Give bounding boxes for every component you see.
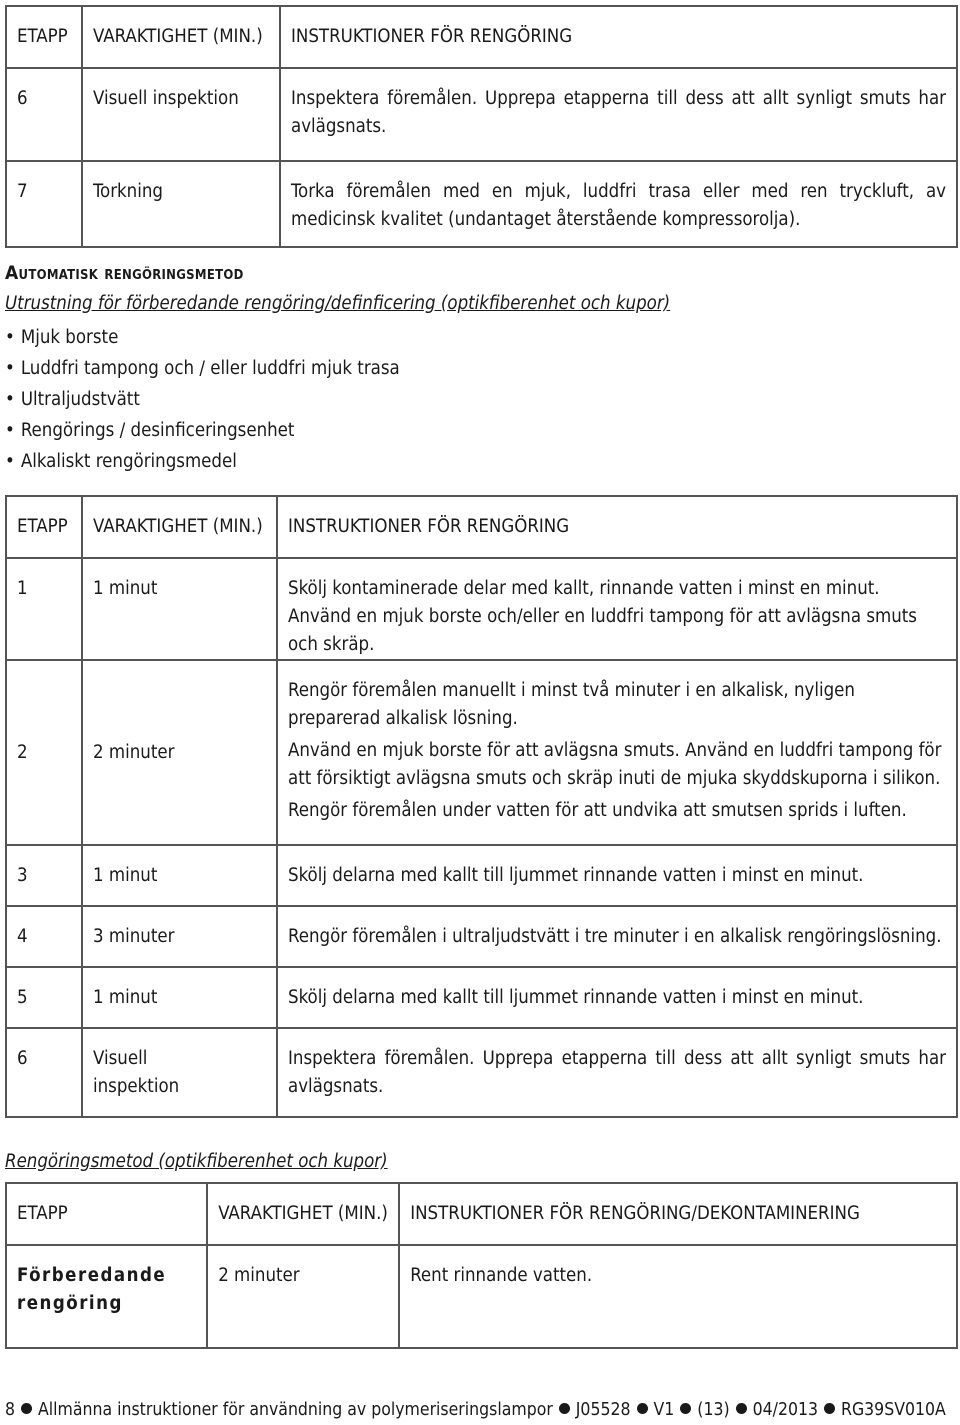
- table-row: [6, 68, 957, 161]
- section-title: Automatisk rengöringsmetod: [5, 262, 244, 284]
- step-cell: 5: [6, 967, 82, 1028]
- document-title: Allmänna instruktioner för användning av polymeriseringslampor: [38, 1400, 553, 1420]
- page-footer: [5, 1400, 946, 1420]
- bullet-dot-icon: [680, 1403, 691, 1414]
- header-duration: VARAKTIGHET (MIN.): [82, 496, 277, 558]
- header-instructions: INSTRUKTIONER FÖR RENGÖRING: [277, 496, 957, 558]
- instruction-cell: Torka föremålen med en mjuk, luddfri trasa eller med ren tryckluft, av medicinsk kvalitet (undantaget återstående kompressorolja).: [280, 161, 957, 247]
- header-duration: VARAKTIGHET (MIN.): [207, 1183, 399, 1245]
- step-cell: 1: [6, 558, 82, 660]
- equipment-subtitle: Utrustning för förberedande rengöring/definficering (optikfiberenhet och kupor): [5, 293, 671, 314]
- instruction-cell: Skölj delarna med kallt till ljummet rinnande vatten i minst en minut.: [277, 845, 957, 906]
- table-row: [6, 558, 957, 660]
- duration-cell: Torkning: [82, 161, 280, 247]
- table-row: [6, 1245, 957, 1348]
- page-number: 8: [5, 1400, 16, 1420]
- bullet-dot-icon: [559, 1403, 570, 1414]
- document-ref: RG39SV010A: [841, 1400, 946, 1420]
- list-item: • Ultraljudstvätt: [5, 384, 400, 415]
- table-header-row: [6, 6, 957, 68]
- instruction-cell: Skölj kontaminerade delar med kallt, rinnande vatten i minst en minut. Använd en mjuk borste och/eller en luddfri tampong för att avlägsna smuts och skräp.: [277, 558, 957, 660]
- instruction-cell: Inspektera föremålen. Upprepa etapperna till dess att allt synligt smuts har avlägsnats.: [277, 1028, 957, 1117]
- method-table: [5, 1182, 958, 1349]
- duration-cell: 1 minut: [82, 967, 277, 1028]
- header-step: ETAPP: [6, 6, 82, 68]
- bullet-dot-icon: [736, 1403, 747, 1414]
- instruction-paragraph: Använd en mjuk borste för att avlägsna smuts. Använd en luddfri tampong för att försiktigt avlägsna smuts och skräp inuti de mjuka skyddskuporna i silikon.: [288, 740, 942, 789]
- table-header-row: [6, 496, 957, 558]
- bullet-dot-icon: [824, 1403, 835, 1414]
- list-item: • Luddfri tampong och / eller luddfri mjuk trasa: [5, 353, 400, 384]
- table-row: [6, 1028, 957, 1117]
- step-cell: 7: [6, 161, 82, 247]
- bullet-dot-icon: [21, 1403, 32, 1414]
- table-row: [6, 161, 957, 247]
- duration-cell: Visuell inspektion: [82, 68, 280, 161]
- header-step: ETAPP: [6, 496, 82, 558]
- step-cell: 6: [6, 68, 82, 161]
- method-title: Rengöringsmetod (optikfiberenhet och kupor): [5, 1151, 388, 1172]
- list-item: • Alkaliskt rengöringsmedel: [5, 446, 400, 477]
- duration-cell: 3 minuter: [82, 906, 277, 967]
- table-row: [6, 906, 957, 967]
- document-code: J05528: [575, 1400, 631, 1420]
- header-step: ETAPP: [6, 1183, 207, 1245]
- instruction-cell: Skölj delarna med kallt till ljummet rinnande vatten i minst en minut.: [277, 967, 957, 1028]
- duration-cell: Visuell inspektion: [82, 1028, 277, 1117]
- table-row: [6, 845, 957, 906]
- cleaning-table-1: [5, 5, 958, 248]
- list-item: • Rengörings / desinficeringsenhet: [5, 415, 400, 446]
- table-row: [6, 967, 957, 1028]
- instruction-paragraph: Rengör föremålen manuellt i minst två minuter i en alkalisk, nyligen preparerad alkalisk lösning.: [288, 680, 855, 729]
- step-cell: 3: [6, 845, 82, 906]
- document-date: 04/2013: [752, 1400, 819, 1420]
- cleaning-table-2: [5, 495, 958, 1118]
- table-row: [6, 660, 957, 845]
- step-cell: Förberedande rengöring: [6, 1245, 207, 1348]
- instruction-paragraph: Rengör föremålen under vatten för att undvika att smutsen sprids i luften.: [288, 800, 907, 821]
- duration-cell: 1 minut: [82, 558, 277, 660]
- step-cell: 6: [6, 1028, 82, 1117]
- step-cell: 2: [6, 660, 82, 845]
- instruction-cell: Rengör föremålen i ultraljudstvätt i tre minuter i en alkalisk rengöringslösning.: [277, 906, 957, 967]
- table-header-row: [6, 1183, 957, 1245]
- duration-cell: 2 minuter: [82, 660, 277, 845]
- step-cell: 4: [6, 906, 82, 967]
- header-instructions: INSTRUKTIONER FÖR RENGÖRING/DEKONTAMINERING: [399, 1183, 957, 1245]
- list-item: • Mjuk borste: [5, 322, 400, 353]
- instruction-cell: Inspektera föremålen. Upprepa etapperna till dess att allt synligt smuts har avlägsnats.: [280, 68, 957, 161]
- header-instructions: INSTRUKTIONER FÖR RENGÖRING: [280, 6, 957, 68]
- document-count: (13): [697, 1400, 730, 1420]
- bullet-dot-icon: [637, 1403, 648, 1414]
- instruction-cell: [277, 660, 957, 845]
- duration-cell: 2 minuter: [207, 1245, 399, 1348]
- duration-cell: 1 minut: [82, 845, 277, 906]
- header-duration: VARAKTIGHET (MIN.): [82, 6, 280, 68]
- instruction-cell: Rent rinnande vatten.: [399, 1245, 957, 1348]
- document-version: V1: [653, 1400, 675, 1420]
- equipment-list: [5, 322, 400, 477]
